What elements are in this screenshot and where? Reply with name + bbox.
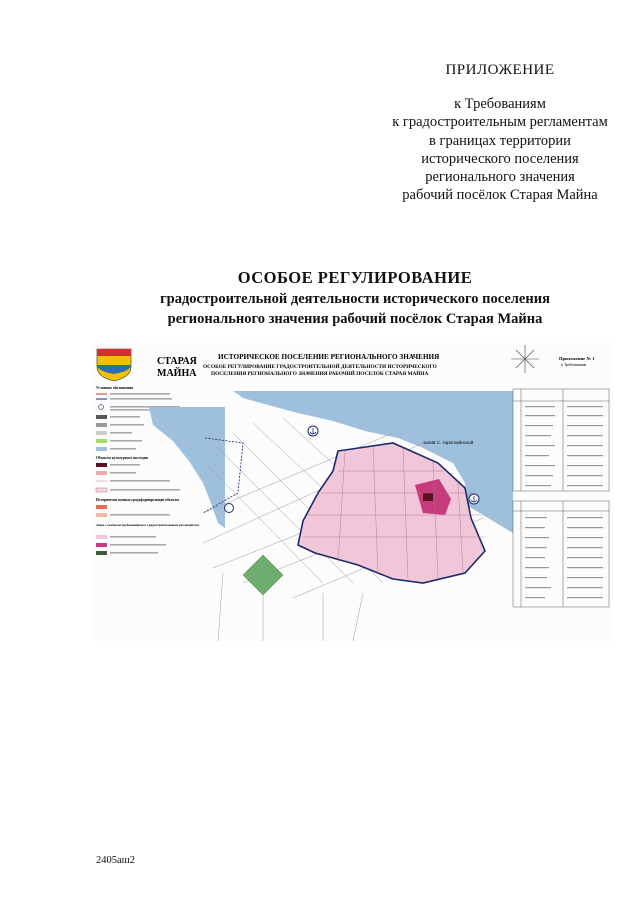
appendix-lines: [370, 95, 630, 205]
objects-table-2: [513, 501, 609, 607]
main-title-line-1: ОСОБОЕ РЕГУЛИРОВАНИЕ: [237, 268, 473, 287]
map-heading-1: ИСТОРИЧЕСКОЕ ПОСЕЛЕНИЕ РЕГИОНАЛЬНОГО ЗНАЧЕНИЯ: [218, 353, 440, 361]
legend-heading: Объекты культурного наследия: [96, 456, 148, 460]
map-heading-3: ПОСЕЛЕНИЯ РЕГИОНАЛЬНОГО ЗНАЧЕНИЯ РАБОЧИЙ ПОСЕЛОК СТАРАЯ МАЙНА: [211, 371, 429, 377]
map-sheet: [93, 343, 613, 641]
main-title-line-2: градостроительной деятельности исторического поселения: [160, 291, 550, 307]
legend-heading: Исторически ценные градоформирующие объекты: [96, 498, 180, 502]
legend-heading: Условные обозначения: [96, 386, 134, 390]
map-image: [93, 343, 613, 641]
anchor-icon: [308, 426, 318, 436]
footer-code: 2405аш2: [96, 855, 135, 866]
appendix-line: в границах территории: [429, 132, 571, 149]
map-heading-2: ОСОБОЕ РЕГУЛИРОВАНИЕ ГРАДОСТРОИТЕЛЬНОЙ ДЕЯТЕЛЬНОСТИ ИСТОРИЧЕСКОГО: [203, 364, 437, 370]
legend-heading: Зоны с особыми требованиями к градостроительным регламентам: [96, 523, 199, 527]
anchor-icon: [469, 494, 479, 504]
bay-label: залив С. тарогкайнской: [423, 440, 474, 445]
compass-rose-icon: [511, 345, 539, 373]
main-title: [60, 268, 640, 328]
appendix-reference-sub: к Требованиям: [561, 362, 587, 367]
map-canvas: [149, 391, 513, 641]
place-name-2: МАЙНА: [157, 368, 197, 379]
place-name-1: СТАРАЯ: [157, 356, 197, 367]
appendix-line: рабочий посёлок Старая Майна: [402, 187, 598, 204]
appendix-line: регионального значения: [425, 169, 575, 186]
coat-of-arms-icon: [97, 349, 131, 381]
main-title-line-3: регионального значения рабочий посёлок Старая Майна: [167, 311, 543, 327]
appendix-line: исторического поселения: [421, 150, 579, 167]
appendix-line: к Требованиям: [454, 96, 546, 112]
appendix-line: к градостроительным регламентам: [392, 114, 608, 131]
appendix-reference: Приложение № 1: [559, 356, 595, 361]
appendix-title: ПРИЛОЖЕНИЕ: [445, 62, 555, 78]
anchor-icon: [225, 504, 234, 513]
